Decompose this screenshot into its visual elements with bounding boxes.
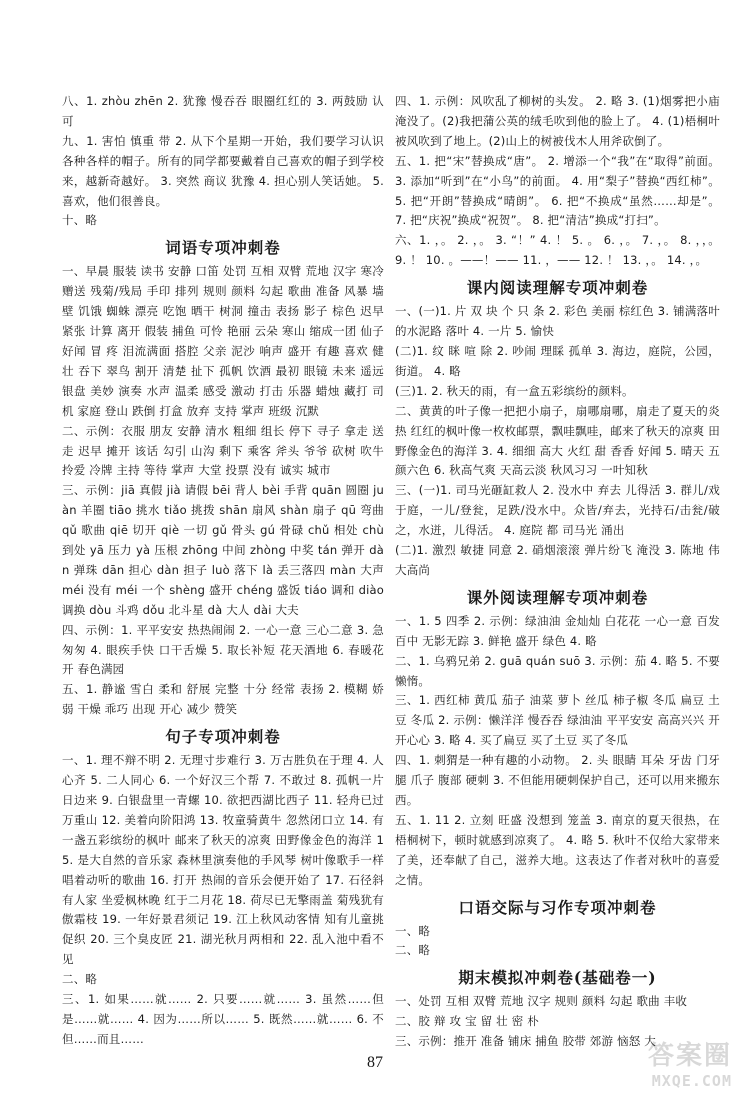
answer-entry: 一、1. 5 四季 2. 示例：绿油油 金灿灿 白花花 一心一意 百发百中 无影无踪 3. 鲜艳 盛开 绿色 4. 略 [395,613,720,648]
section-title-extracurricular-reading: 课外阅读理解专项冲刺卷 [466,587,649,607]
section-title-oral-writing: 口语交际与习作专项冲刺卷 [458,897,657,917]
section-title-sentences: 句子专项冲刺卷 [165,727,281,747]
section-title-vocabulary: 词语专项冲刺卷 [165,238,281,258]
answer-entry: 一、1. 理不辩不明 2. 无理寸步难行 3. 万古胜负在于理 4. 人心齐 5. 二人同心 6. 一个好汉三个帮 7. 不敢过 8. 孤帆一片日边来 9. 白银盘里一青螺 10. 欲把西湖比西子 11. 轻舟已过万重山 12. 美着向阶阳鸿 13. 牧童骑黄牛 忽然闭口立 14. 有一盏五彩缤纷的枫叶 邮来了秋天的凉爽 田野像金色的海洋 15. 是大自然的音乐家 森林里演奏他的手风琴 树叶像歌手一样 唱着动听的歌曲 16. 打开 热闹的音乐会便开始了 17. 石径斜 有人家 坐爱枫林晚 红于二月花 18. 荷尽已无擎雨盖 菊残犹有傲霜枝 19. 一年好景君须记 19. 江上秋风动客情 知有儿童挑促织 20. 三个臭皮匠 21. 湖光秋月两相和 22. 乱入池中看不见 [62,753,384,967]
answer-entry: 三、1. 如果……就…… 2. 只要……就…… 3. 虽然……但是……就…… 4. 因为……所以…… 5. 既然……就…… 6. 不但……而且…… [62,992,384,1046]
answer-entry: 四、示例：1. 平平安安 热热闹闹 2. 一心一意 三心二意 3. 急匆匆 4. 眼疾手快 口干舌燥 5. 取长补短 花天酒地 6. 春暖花开 春色满园 [62,622,384,677]
section-title-inclass-reading: 课内阅读理解专项冲刺卷 [466,278,649,298]
answer-entry: 二、略 [395,943,431,958]
left-column [62,92,384,1050]
answer-entry: 三、示例：jiā 真假 jià 请假 bēi 背人 bèi 手背 quān 圆圈 juàn 羊圈 tiāo 挑水 tiǎo 挑拨 shān 扇风 shàn 扇子 qū 弯曲 qǔ 歌曲 qiē 切开 qiè 一切 gǔ 骨头 gú 骨碌 chǔ 相处 chù 到处 yā 压力 yà 压根 zhōng 中间 zhòng 中奖 tán 弹开 dàn 弹珠 dān 担心 dàn 担子 luò 落下 là 丢三落四 màn 大声 méi 没有 méi 一个 shèng 盛开 chéng 盛饭 tiáo 调和 diào 调换 dòu 斗鸡 dǒu 北斗星 dà 大人 dài 大夫 [62,483,384,617]
answer-entry: 一、处罚 互相 双臂 荒地 汉字 规则 颜料 勾起 歌曲 丰收 [395,994,688,1009]
answer-entry: 五、1. 11 2. 立刻 旺盛 没想到 笼盖 3. 南京的夏天很热，在梧桐树下，顿时就感到凉爽了。 4. 略 5. 秋叶不仅给大家带来了美，还奉献了自己，滋养大地。这表达了作者对秋叶的喜爱之情。 [395,812,720,887]
answer-entry: 一、早晨 服装 读书 安静 口笛 处罚 互相 双臂 荒地 汉字 寒冷 赠送 残菊/残局 手印 排列 规则 颜料 勾起 歌曲 准备 风暴 墙壁 饥饿 蜘蛛 漂亮 吃饱 晒干 树洞 撞击 表扬 影子 棕色 迟早 紧张 计算 离开 假装 捕鱼 可怜 艳丽 云朵 寒山 缩成一团 仙子 好闻 冒 疼 泪流满面 搭腔 父亲 泥沙 响声 盛开 有趣 喜欢 健壮 吞下 翠鸟 割开 清楚 扯下 孤帆 饮酒 最初 眼镜 未来 遥远 银盘 美妙 演奏 水声 温柔 感受 激动 打击 乐器 蜡烛 藏打 司机 家庭 登山 跌倒 打盒 放弃 支持 掌声 班级 沉默 [62,264,384,418]
watermark-text: 答案圈 [647,1041,732,1071]
answer-entry: 六、1. ，。 2. ，。 3. “！” 4. ！ 5. 。 6. ，。 7. ，。 8. ，，。 9. ！ 10. 。——！—— 11. ，—— 12. ！ 13. ，。 14. ，。 [395,233,720,268]
answer-entry: 二、胶 辩 攻 宝 留 壮 密 朴 [395,1014,539,1029]
answer-entry: 二、略 [62,972,98,987]
section-title-final-mock: 期末模拟冲刺卷(基础卷一) [458,968,657,988]
right-column [395,92,720,1052]
answer-entry: 二、黄黄的叶子像一把把小扇子，扇哪扇哪，扇走了夏天的炎热 红红的枫叶像一枚枚邮票，飘哇飘哇，邮来了秋天的凉爽 田野像金色的海洋 3. 4. 细细 高大 火红 甜 香香 好闻 5. 晴天 五颜六色 6. 秋高气爽 天高云淡 秋风习习 一叶知秋 [395,403,720,478]
answer-entry: 九、1. 害怕 慎重 带 2. 从下个星期一开始，我们要学习认识各种各样的帽子。所有的同学都要戴着自己喜欢的帽子到学校来，越新奇越好。 3. 突然 商议 犹豫 4. 担心别人笑话她。 5. 喜欢，他们很善良。 [62,133,384,208]
answer-entry: 四、1. 刺猬是一种有趣的小动物。 2. 头 眼睛 耳朵 牙齿 门牙 腿 爪子 腹部 硬刺 3. 不但能用硬刺保护自己，还可以用来搬东西。 [395,753,720,807]
answer-entry: 八、1. zhòu zhēn 2. 犹豫 慢吞吞 眼圈红红的 3. 两鼓励 认可 [62,94,384,128]
answer-entry: 三、(一)1. 司马光砸缸救人 2. 没水中 弃去 儿得活 3. 群儿/戏于庭，一儿/登瓮，足跌/没水中。众皆/弃去，光持石/击瓮/破之，水迸，儿得活。 4. 庭院 都 司马光 涌出 [395,483,720,538]
watermark-logo [602,1035,732,1095]
watermark-url: MXQE.COM [651,1072,732,1090]
answer-entry: 五、1. 静谧 雪白 柔和 舒展 完整 十分 经常 表扬 2. 模糊 娇弱 干燥 乖巧 出现 开心 减少 赞笑 [62,682,384,717]
answer-entry: 三、1. 西红柿 黄瓜 茄子 油菜 萝卜 丝瓜 柿子椒 冬瓜 扁豆 土豆 冬瓜 2. 示例：懒洋洋 慢吞吞 绿油油 平平安安 高高兴兴 开开心心 3. 略 4. 买了扁豆 买了土豆 买了冬瓜 [395,693,720,748]
answer-entry: 二、示例：衣服 朋友 安静 清水 粗细 组长 停下 寻子 拿走 送走 迟早 摊开 该话 勾引 山沟 剩下 乘客 斧头 爷爷 砍树 吹牛 拎爱 冷牌 主持 等待 掌声 大堂 投票 没有 诚实 城市 [62,423,384,478]
answer-entry: 四、1. 示例：风吹乱了柳树的头发。 2. 略 3. (1)烟雾把小庙淹没了。(2)我把蒲公英的绒毛吹到他的脸上了。 4. (1)梧桐叶被风吹到了地上。(2)山上的树被伐木人用斧砍倒了。 [395,94,720,148]
answer-entry: 十、略 [62,213,98,228]
answer-entry: (二)1. 纹 眯 喧 除 2. 吵闹 理睬 孤单 3. 海边，庭院，公园，街道。 4. 略 [395,343,720,378]
page-number: 87 [367,1054,383,1071]
answer-entry: 一、略 [395,923,431,938]
answer-entry: 三、示例：推开 准备 铺床 捕鱼 胶带 郊游 恼怒 大 [395,1034,656,1049]
answer-entry: (三)1. 2. 秋天的雨，有一盒五彩缤纷的颜料。 [395,383,634,398]
answer-entry: 二、1. 乌鸦兄弟 2. guā quán suō 3. 示例：茄 4. 略 5. 不要懒惰。 [395,653,720,688]
answer-entry: (二)1. 激烈 敏捷 同意 2. 硝烟滚滚 弹片纷飞 淹没 3. 陈地 伟大高尚 [395,543,720,577]
answer-entry: 五、1. 把“宋”替换成“唐”。 2. 增添一个“我”在“取得”前面。 3. 添加“听到”在“小鸟”的前面。 4. 用“梨子”替换“西红柿”。 5. 把“开朗”替换成“晴朗”。 6. 把“不换成“虽然……却是”。 7. 把“庆祝”换成“祝贺”。 8. 把“清洁”换成“打扫”。 [395,153,720,228]
answer-entry: 一、(一)1. 片 双 块 个 只 条 2. 彩色 美丽 棕红色 3. 铺满落叶的水泥路 落叶 4. 一片 5. 愉快 [395,304,720,339]
